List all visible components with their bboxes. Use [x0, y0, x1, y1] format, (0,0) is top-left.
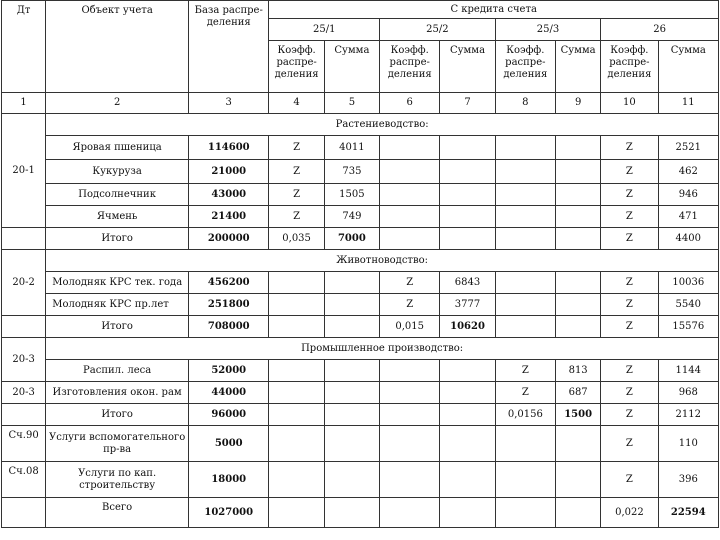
object-cell: Изготовления окон. рам [46, 382, 189, 404]
col-number: 1 [2, 93, 46, 114]
col-number: 7 [440, 93, 495, 114]
base-cell: 456200 [189, 272, 269, 294]
coef-cell: 0,035 [269, 228, 324, 250]
table-row [2, 160, 719, 184]
coef-header: Коэфф. распре-деления [269, 41, 324, 93]
coef-cell: Z [601, 228, 658, 250]
object-cell: Распил. леса [46, 360, 189, 382]
coef-cell: Z [601, 184, 658, 206]
coef-cell: Z [601, 404, 658, 426]
coef-cell: Z [601, 206, 658, 228]
coef-cell: Z [601, 136, 658, 160]
base-cell: 52000 [189, 360, 269, 382]
sum-cell: 7000 [324, 228, 379, 250]
base-cell: 1027000 [189, 498, 269, 528]
base-cell: 21400 [189, 206, 269, 228]
object-cell: Итого [46, 228, 189, 250]
sum-cell: 749 [324, 206, 379, 228]
sum-cell: 813 [556, 360, 601, 382]
coef-cell: Z [601, 160, 658, 184]
coef-cell: Z [601, 382, 658, 404]
coef-cell: 0,015 [380, 316, 440, 338]
base-cell: 18000 [189, 462, 269, 498]
table-row [2, 462, 719, 498]
section-livestock: Животноводство: [46, 250, 719, 272]
total-row [2, 404, 719, 426]
col-number: 10 [601, 93, 658, 114]
col-number: 6 [380, 93, 440, 114]
grand-total-row [2, 498, 719, 528]
base-cell: 44000 [189, 382, 269, 404]
object-cell: Услуги по кап. строительству [46, 462, 189, 498]
sum-cell: 10620 [440, 316, 495, 338]
section-crop: Растениеводство: [46, 114, 719, 136]
coef-cell: Z [269, 206, 324, 228]
dt-cell: 20-1 [2, 114, 46, 228]
object-cell: Подсолнечник [46, 184, 189, 206]
table-row [2, 360, 719, 382]
coef-cell: Z [601, 360, 658, 382]
object-header: Объект учета [46, 1, 189, 93]
table-row [2, 426, 719, 462]
table-row [2, 206, 719, 228]
credit-header: С кредита счета [269, 1, 719, 19]
coef-cell: Z [380, 272, 440, 294]
sum-cell: 2112 [658, 404, 718, 426]
sum-cell: 471 [658, 206, 718, 228]
col-number: 4 [269, 93, 324, 114]
sum-header: Сумма [440, 41, 495, 93]
col-number: 2 [46, 93, 189, 114]
table-row [2, 294, 719, 316]
coef-cell: Z [269, 160, 324, 184]
acc-25-2-header: 25/2 [380, 19, 496, 41]
object-cell: Кукуруза [46, 160, 189, 184]
sum-cell: 110 [658, 426, 718, 462]
sum-cell: 3777 [440, 294, 495, 316]
coef-cell: Z [495, 382, 555, 404]
section-industry: Промышленное производство: [46, 338, 719, 360]
object-cell: Молодняк КРС пр.лет [46, 294, 189, 316]
sum-cell: 735 [324, 160, 379, 184]
sum-cell: 10036 [658, 272, 718, 294]
object-cell: Яровая пшеница [46, 136, 189, 160]
col-number: 9 [556, 93, 601, 114]
col-number: 8 [495, 93, 555, 114]
base-cell: 114600 [189, 136, 269, 160]
col-number: 11 [658, 93, 718, 114]
object-cell: Услуги вспомогательного пр-ва [46, 426, 189, 462]
base-cell: 96000 [189, 404, 269, 426]
table-row [2, 272, 719, 294]
coef-cell: Z [601, 294, 658, 316]
sum-header: Сумма [658, 41, 718, 93]
base-cell: 251800 [189, 294, 269, 316]
coef-cell: Z [601, 426, 658, 462]
dt-cell: Сч.08 [2, 462, 46, 498]
acc-25-3-header: 25/3 [495, 19, 601, 41]
col-number: 3 [189, 93, 269, 114]
coef-cell: Z [269, 184, 324, 206]
base-cell: 708000 [189, 316, 269, 338]
base-cell: 21000 [189, 160, 269, 184]
coef-header: Коэфф. распре-деления [495, 41, 555, 93]
coef-header: Коэфф. распре-деления [380, 41, 440, 93]
coef-cell: Z [269, 136, 324, 160]
sum-cell: 15576 [658, 316, 718, 338]
object-cell: Итого [46, 316, 189, 338]
sum-header: Сумма [324, 41, 379, 93]
coef-cell: Z [601, 462, 658, 498]
coef-cell: 0,0156 [495, 404, 555, 426]
acc-26-header: 26 [601, 19, 719, 41]
table-row [2, 382, 719, 404]
total-row [2, 228, 719, 250]
coef-cell: 0,022 [601, 498, 658, 528]
sum-cell: 687 [556, 382, 601, 404]
coef-header: Коэфф. распре-деления [601, 41, 658, 93]
base-cell: 200000 [189, 228, 269, 250]
sum-cell: 462 [658, 160, 718, 184]
object-cell: Итого [46, 404, 189, 426]
coef-cell: Z [601, 272, 658, 294]
sum-cell: 4400 [658, 228, 718, 250]
object-cell: Всего [46, 498, 189, 528]
dt-cell: 20-3 [2, 338, 46, 382]
sum-cell: 5540 [658, 294, 718, 316]
sum-cell: 946 [658, 184, 718, 206]
base-cell: 43000 [189, 184, 269, 206]
object-cell: Ячмень [46, 206, 189, 228]
dt-header: Дт [2, 1, 46, 93]
sum-cell: 1500 [556, 404, 601, 426]
dt-cell: Сч.90 [2, 426, 46, 462]
sum-cell: 1505 [324, 184, 379, 206]
base-cell: 5000 [189, 426, 269, 462]
dt-cell: 20-3 [2, 382, 46, 404]
sum-cell: 968 [658, 382, 718, 404]
sum-header: Сумма [556, 41, 601, 93]
table-row [2, 184, 719, 206]
table-row [2, 136, 719, 160]
dt-cell: 20-2 [2, 250, 46, 316]
acc-25-1-header: 25/1 [269, 19, 380, 41]
sum-cell: 2521 [658, 136, 718, 160]
sum-cell: 396 [658, 462, 718, 498]
coef-cell: Z [380, 294, 440, 316]
col-number: 5 [324, 93, 379, 114]
sum-cell: 22594 [658, 498, 718, 528]
sum-cell: 4011 [324, 136, 379, 160]
total-row [2, 316, 719, 338]
object-cell: Молодняк КРС тек. года [46, 272, 189, 294]
sum-cell: 6843 [440, 272, 495, 294]
sum-cell: 1144 [658, 360, 718, 382]
coef-cell: Z [495, 360, 555, 382]
base-header: База распре-деления [189, 1, 269, 93]
allocation-table [1, 0, 719, 528]
coef-cell: Z [601, 316, 658, 338]
